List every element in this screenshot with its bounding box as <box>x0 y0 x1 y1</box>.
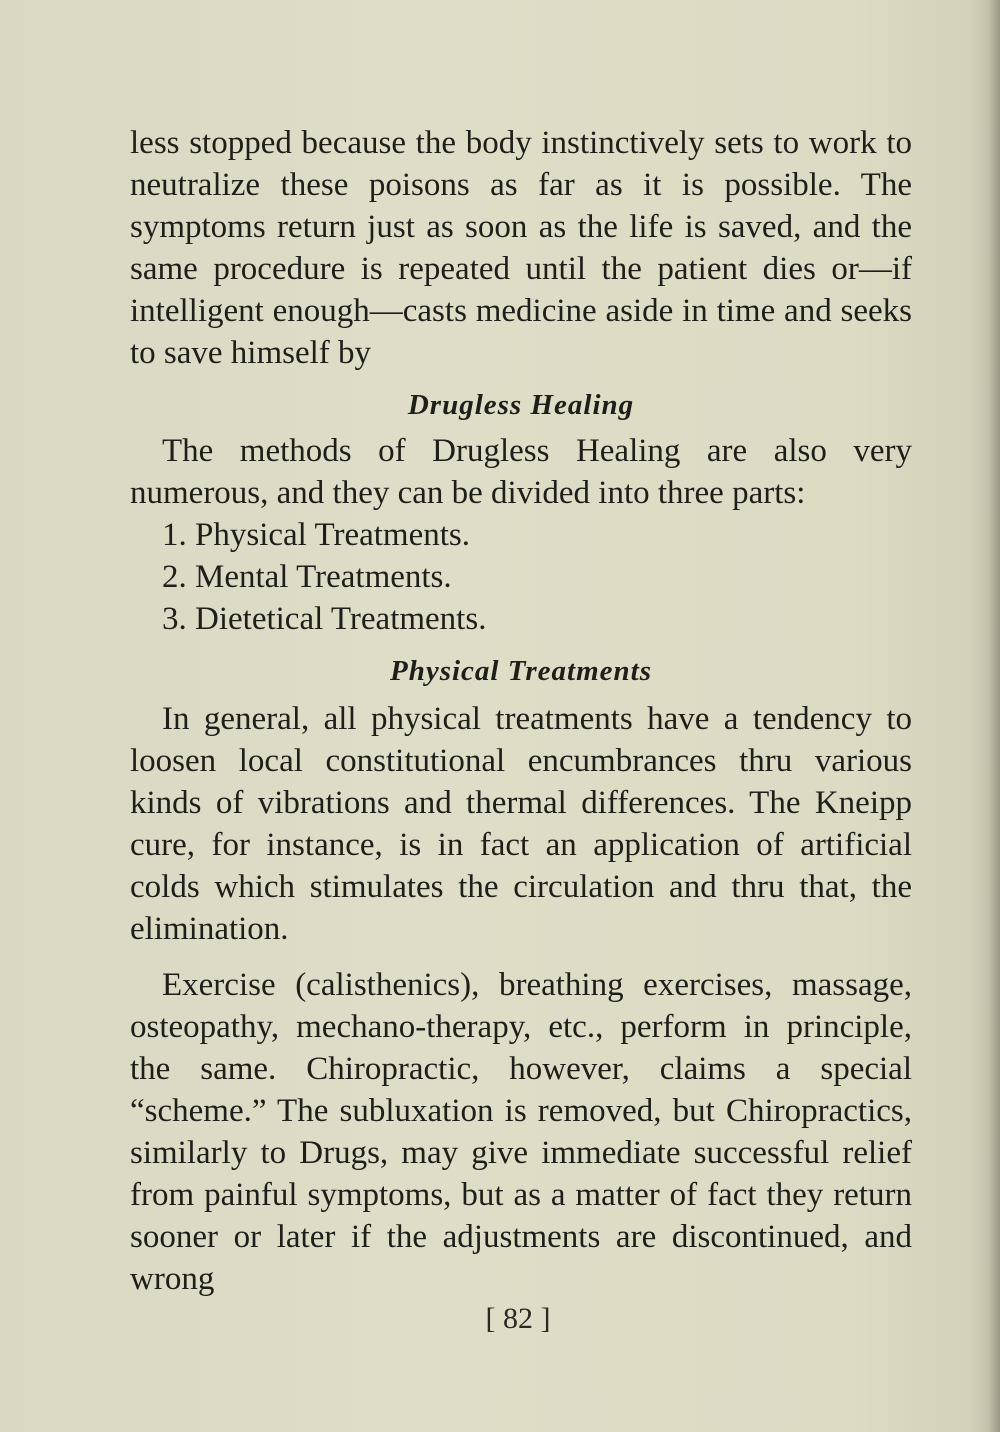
paragraph-drugless-methods: The methods of Drugless Healing are also very numerous, and they can be divided into three parts: <box>130 433 912 511</box>
heading-drugless-healing: Drugless Healing <box>407 389 635 421</box>
page-body <box>130 122 912 1300</box>
page-edge-shadow <box>988 0 1000 1432</box>
list-item: 2. Mental Treatments. <box>162 559 452 595</box>
list-item: 3. Dietetical Treatments. <box>162 601 487 637</box>
treatment-list <box>130 514 912 640</box>
list-item: 1. Physical Treatments. <box>162 517 471 553</box>
paragraph-physical-treatments: In general, all physical treatments have a tendency to loosen local constitutional encumbrances thru various kinds of vibrations and thermal differences. The Kneipp cure, for instance, is in fact an application of artificial colds which stimulates the circulation and thru that, the elimination. <box>130 701 912 947</box>
page-number: [ 82 ] <box>485 1302 551 1335</box>
paragraph-exercise: Exercise (calisthenics), breathing exercises, massage, osteopathy, mechano-therapy, etc., perform in principle, the same. Chiropractic, however, claims a special “scheme.” The subluxation is removed, but Chiropractics, similarly to Drugs, may give immediate successful relief from painful symptoms, but as a matter of fact they return sooner or later if the adjustments are discontinued, and wrong <box>130 967 912 1297</box>
heading-physical-treatments: Physical Treatments <box>390 655 652 687</box>
paragraph-continuation: less stopped because the body instinctively sets to work to neutralize these poisons as far as it is possible. The symptoms return just as soon as the life is saved, and the same procedure is repeated until the patient dies or—if intelligent enough—casts medicine aside in time and seeks to save himself by <box>130 125 912 371</box>
